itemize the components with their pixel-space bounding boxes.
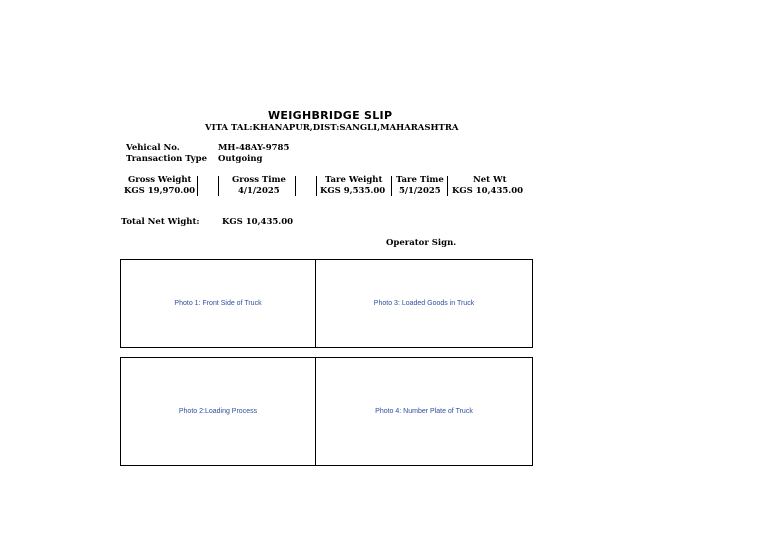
address-line: VITA TAL:KHANAPUR,DIST:SANGLI,MAHARASHTRA [205,123,459,133]
photo-1-caption: Photo 1: Front Side of Truck [174,300,262,307]
divider [447,176,448,196]
transaction-type-label: Transaction Type [126,154,207,164]
photo-4-box [315,357,533,466]
photo-1-box [120,259,316,348]
net-wt-value: KGS 10,435.00 [452,186,524,196]
tare-time-value: 5/1/2025 [399,186,441,196]
photo-2-box [120,357,316,466]
tare-time-label: Tare Time [396,175,444,185]
divider [197,176,198,196]
divider [316,176,317,196]
tare-weight-label: Tare Weight [325,175,383,185]
transaction-type-value: Outgoing [218,154,263,164]
total-net-weight-label: Total Net Wight: [121,217,200,227]
total-net-weight-value: KGS 10,435.00 [222,217,294,227]
photo-3-caption: Photo 3: Loaded Goods in Truck [373,300,475,307]
photo-4-caption: Photo 4: Number Plate of Truck [375,408,473,415]
divider [295,176,296,196]
vehicle-value: MH-48AY-9785 [218,143,290,153]
tare-weight-value: KGS 9,535.00 [320,186,386,196]
gross-weight-label: Gross Weight [128,175,192,185]
gross-weight-value: KGS 19,970.00 [124,186,196,196]
photo-2-caption: Photo 2:Loading Process [178,408,258,415]
divider [391,176,392,196]
divider [218,176,219,196]
net-wt-label: Net Wt [473,175,507,185]
slip-title: WEIGHBRIDGE SLIP [268,109,393,122]
photo-3-box [315,259,533,348]
operator-sign-label: Operator Sign. [386,238,457,248]
gross-time-label: Gross Time [232,175,286,185]
gross-time-value: 4/1/2025 [238,186,280,196]
vehicle-label: Vehical No. [126,143,180,153]
